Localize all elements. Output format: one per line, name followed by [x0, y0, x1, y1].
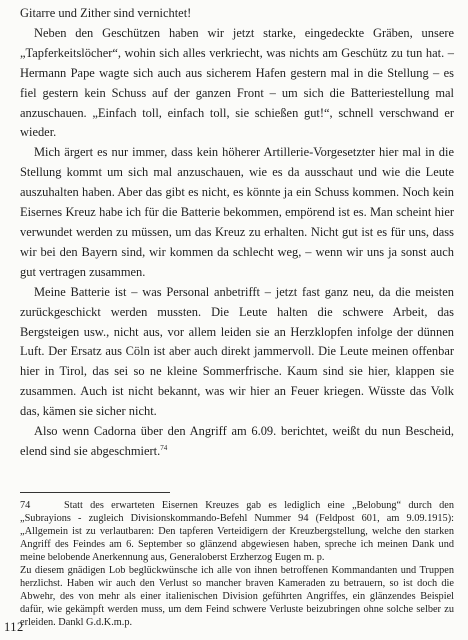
page-number: 112 [4, 620, 24, 634]
paragraph-2: Neben den Geschützen haben wir jetzt starke, eingedeckte Gräben, unsere „Tapferkeitslöcher“, wohin sich alles verkriecht, was nichts am Geschütz zu tun hat. – Hermann Pape wagte sich auch aus sicherem Hafen gestern mal in die Stellung – es fiel gestern kein Schuss auf der ganzen Front – um sich die Batteriestellung mal anzuschauen. „Einfach toll, einfach toll, sie schießen gut!“, schnell verschwand er wieder. [20, 25, 454, 140]
footnote-number: 74 [20, 500, 31, 511]
footnote-text-1: Statt des erwarteten Eisernen Kreuzes gab es lediglich eine „Belobung“ durch den „Subrayions - zugleich Divisionskommando-Befehl Nummer 94 (Feldpost 601, am 9.09.1915): „Allgemein ist zu verlautbaren: Den tapferen Verteidigern der Kreuzbergstellung, welche den starken Angriff des Feindes am 6. September so glänzend abgewiesen haben, spreche ich meinen Dank und meine belobende Anerkennung aus, Generaloberst Erzherzog Eugen m. p. [20, 500, 454, 564]
footnote-reference: 74 [160, 443, 168, 452]
footnote-divider [20, 492, 170, 493]
paragraph-1: Gitarre und Zither sind vernichtet! [20, 6, 192, 20]
footnote-paragraph-2: Zu diesem gnädigen Lob beglückwünsche ich alle von ihnen betroffenen Kommandanten und Truppen herzlichst. Haben wir auch den Verlust so mancher braven Kameraden zu betrauern, so ist doch die Abwehr, des von mehr als einer italienischen Division geführten Angriffes, ein glänzendes Beispiel dafür, wie gekämpft werden muss, um dem Feind schwere Verluste beizubringen ohne solche selber zu erleiden. Dankl G.d.K.m.p. [20, 565, 454, 629]
paragraph-4: Meine Batterie ist – was Personal anbetrifft – jetzt fast ganz neu, da die meisten zurückgeschickt werden mussten. Die Leute halten die schwere Arbeit, das Bergsteigen usw., nicht aus, vor allem leiden sie an Herzklopfen infolge der dünnen Luft. Der Ersatz aus Cöln ist aber auch direkt jammervoll. Die Leute meinen offenbar hier in Tirol, das sei so ne kleine Sommerfrische. Kaum sind sie hier, klappen sie zusammen. Auch ist nicht bekannt, was wir hier an Feuer kriegen. Wüsste das Volk das, kämen sie sicher nicht. [20, 284, 454, 419]
footnote [20, 499, 454, 629]
paragraph-3: Mich ärgert es nur immer, dass kein höherer Artillerie-Vorgesetzter hier mal in die Stellung kommt um sich mal anzuschauen, wie es da ausschaut und wie die Leute auszuhalten haben. Aber das gibt es nicht, es könnte ja ein Schuss kommen. Noch kein Eisernes Kreuz habe ich für die Batterie bekommen, empörend ist es. Man scheint hier verwundet werden zu müssen, um das Kreuz zu erhalten. Nicht gut ist es für uns, dass wir bei den Bayern sind, wir kommen da schlecht weg, – wenn wir uns ja sonst auch gut vertragen zusammen. [20, 145, 454, 279]
footnote-paragraph-1 [20, 499, 454, 564]
paragraph-5-text: Also wenn Cadorna über den Angriff am 6.09. berichtet, weißt du nun Bescheid, elend sind sie abgeschmiert. [20, 424, 454, 458]
paragraph-5 [20, 422, 454, 462]
main-text [20, 4, 454, 462]
